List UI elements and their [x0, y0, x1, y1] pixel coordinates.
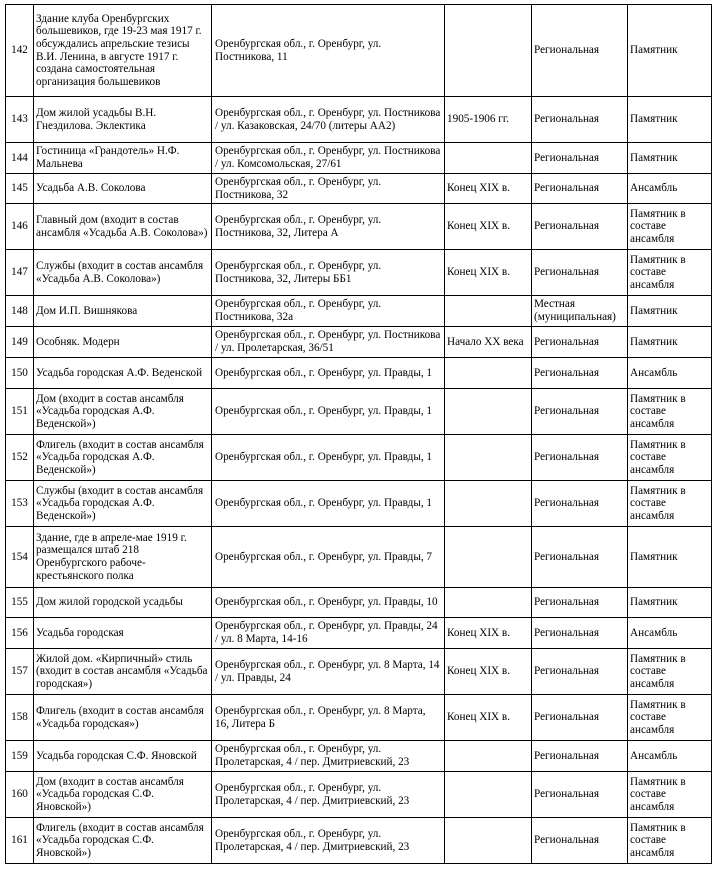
object-address: Оренбургская обл., г. Оренбург, ул. Правды, 7 — [212, 527, 445, 588]
object-type: Ансамбль — [628, 618, 712, 649]
protection-category: Региональная — [532, 250, 628, 296]
row-number: 153 — [6, 481, 34, 527]
object-name: Здание клуба Оренбургских большевиков, где 19-23 мая 1917 г. обсуждались апрельские тезисы В.И. Ленина, в августе 1917 г. создана самостоятельная организация большевиков — [34, 5, 212, 97]
object-name: Главный дом (входит в состав ансамбля «Усадьба А.В. Соколова») — [34, 204, 212, 250]
object-type: Памятник в составе ансамбля — [628, 772, 712, 818]
row-number: 158 — [6, 695, 34, 741]
object-name: Здание, где в апреле-мае 1919 г. размещался штаб 218 Оренбургского рабоче-крестьянского полка — [34, 527, 212, 588]
object-date: Конец XIX в. — [445, 618, 532, 649]
row-number: 156 — [6, 618, 34, 649]
table-row — [6, 527, 712, 588]
row-number: 147 — [6, 250, 34, 296]
object-date — [445, 818, 532, 864]
object-name: Усадьба городская А.Ф. Веденской — [34, 358, 212, 389]
protection-category: Региональная — [532, 618, 628, 649]
row-number: 144 — [6, 143, 34, 174]
table-row — [6, 588, 712, 618]
protection-category: Региональная — [532, 772, 628, 818]
object-name: Жилой дом. «Кирпичный» стиль (входит в состав ансамбля «Усадьба городская») — [34, 649, 212, 695]
row-number: 149 — [6, 327, 34, 358]
table-row — [6, 5, 712, 97]
table-row — [6, 618, 712, 649]
object-date: Конец XIX в. — [445, 174, 532, 204]
object-name: Флигель (входит в состав ансамбля «Усадьба городская А.Ф. Веденской») — [34, 435, 212, 481]
object-date — [445, 481, 532, 527]
protection-category: Региональная — [532, 358, 628, 389]
row-number: 151 — [6, 389, 34, 435]
protection-category: Региональная — [532, 174, 628, 204]
object-address: Оренбургская обл., г. Оренбург, ул. Постникова, 32а — [212, 296, 445, 327]
table-row — [6, 695, 712, 741]
object-name: Дом (входит в состав ансамбля «Усадьба городская С.Ф. Яновской») — [34, 772, 212, 818]
protection-category: Региональная — [532, 527, 628, 588]
object-name: Дом жилой городской усадьбы — [34, 588, 212, 618]
protection-category: Региональная — [532, 435, 628, 481]
object-name: Службы (входит в состав ансамбля «Усадьба А.В. Соколова») — [34, 250, 212, 296]
object-address: Оренбургская обл., г. Оренбург, ул. Правды, 1 — [212, 358, 445, 389]
table-row — [6, 327, 712, 358]
object-date — [445, 588, 532, 618]
object-name: Дом И.П. Вишнякова — [34, 296, 212, 327]
object-date: Конец XIX в. — [445, 695, 532, 741]
object-address: Оренбургская обл., г. Оренбург, ул. Пролетарская, 4 / пер. Дмитриевский, 23 — [212, 818, 445, 864]
object-date — [445, 527, 532, 588]
object-date — [445, 389, 532, 435]
object-name: Особняк. Модерн — [34, 327, 212, 358]
object-date: 1905-1906 гг. — [445, 97, 532, 143]
protection-category: Региональная — [532, 143, 628, 174]
row-number: 150 — [6, 358, 34, 389]
row-number: 146 — [6, 204, 34, 250]
protection-category: Региональная — [532, 204, 628, 250]
object-date — [445, 143, 532, 174]
table-row — [6, 97, 712, 143]
table-row — [6, 204, 712, 250]
protection-category: Региональная — [532, 695, 628, 741]
object-type: Ансамбль — [628, 741, 712, 772]
protection-category: Региональная — [532, 389, 628, 435]
object-address: Оренбургская обл., г. Оренбург, ул. Правды, 1 — [212, 435, 445, 481]
object-name: Флигель (входит в состав ансамбля «Усадьба городская С.Ф. Яновской») — [34, 818, 212, 864]
object-name: Усадьба городская — [34, 618, 212, 649]
table-row — [6, 250, 712, 296]
row-number: 148 — [6, 296, 34, 327]
object-type: Памятник — [628, 5, 712, 97]
protection-category: Местная (муниципальная) — [532, 296, 628, 327]
object-type: Памятник — [628, 97, 712, 143]
object-date — [445, 296, 532, 327]
object-type: Памятник в составе ансамбля — [628, 435, 712, 481]
heritage-objects-table — [5, 4, 712, 864]
table-body — [6, 5, 712, 864]
protection-category: Региональная — [532, 327, 628, 358]
object-address: Оренбургская обл., г. Оренбург, ул. Постникова / ул. Комсомольская, 27/61 — [212, 143, 445, 174]
object-address: Оренбургская обл., г. Оренбург, ул. 8 Марта, 14 / ул. Правды, 24 — [212, 649, 445, 695]
row-number: 152 — [6, 435, 34, 481]
object-name: Усадьба А.В. Соколова — [34, 174, 212, 204]
object-name: Службы (входит в состав ансамбля «Усадьба городская А.Ф. Веденской») — [34, 481, 212, 527]
object-address: Оренбургская обл., г. Оренбург, ул. Постникова, 32 — [212, 174, 445, 204]
object-name: Дом жилой усадьбы В.Н. Гнездилова. Эклектика — [34, 97, 212, 143]
protection-category: Региональная — [532, 741, 628, 772]
object-address: Оренбургская обл., г. Оренбург, ул. Постникова / ул. Казаковская, 24/70 (литеры АА2) — [212, 97, 445, 143]
row-number: 159 — [6, 741, 34, 772]
object-type: Памятник в составе ансамбля — [628, 695, 712, 741]
table-row — [6, 389, 712, 435]
object-type: Ансамбль — [628, 174, 712, 204]
object-type: Памятник в составе ансамбля — [628, 250, 712, 296]
row-number: 157 — [6, 649, 34, 695]
object-type: Памятник в составе ансамбля — [628, 389, 712, 435]
object-address: Оренбургская обл., г. Оренбург, ул. Правды, 1 — [212, 389, 445, 435]
protection-category: Региональная — [532, 818, 628, 864]
object-date — [445, 741, 532, 772]
object-date: Конец XIX в. — [445, 649, 532, 695]
row-number: 160 — [6, 772, 34, 818]
table-row — [6, 481, 712, 527]
object-date: Конец XIX в. — [445, 204, 532, 250]
object-address: Оренбургская обл., г. Оренбург, ул. 8 Марта, 16, Литера Б — [212, 695, 445, 741]
object-date — [445, 772, 532, 818]
table-row — [6, 772, 712, 818]
table-row — [6, 649, 712, 695]
protection-category: Региональная — [532, 5, 628, 97]
object-type: Памятник в составе ансамбля — [628, 818, 712, 864]
object-type: Памятник — [628, 588, 712, 618]
row-number: 154 — [6, 527, 34, 588]
protection-category: Региональная — [532, 97, 628, 143]
object-date: Конец XIX в. — [445, 250, 532, 296]
object-date: Начало XX века — [445, 327, 532, 358]
object-type: Памятник — [628, 527, 712, 588]
object-name: Усадьба городская С.Ф. Яновской — [34, 741, 212, 772]
object-address: Оренбургская обл., г. Оренбург, ул. Постникова, 32, Литера А — [212, 204, 445, 250]
object-address: Оренбургская обл., г. Оренбург, ул. Правды, 1 — [212, 481, 445, 527]
object-address: Оренбургская обл., г. Оренбург, ул. Правды, 10 — [212, 588, 445, 618]
protection-category: Региональная — [532, 588, 628, 618]
object-type: Памятник в составе ансамбля — [628, 481, 712, 527]
object-type: Памятник в составе ансамбля — [628, 649, 712, 695]
table-row — [6, 435, 712, 481]
object-name: Флигель (входит в состав ансамбля «Усадьба городская») — [34, 695, 212, 741]
object-address: Оренбургская обл., г. Оренбург, ул. Пролетарская, 4 / пер. Дмитриевский, 23 — [212, 741, 445, 772]
object-type: Памятник в составе ансамбля — [628, 204, 712, 250]
object-address: Оренбургская обл., г. Оренбург, ул. Правды, 24 / ул. 8 Марта, 14-16 — [212, 618, 445, 649]
object-type: Ансамбль — [628, 358, 712, 389]
row-number: 143 — [6, 97, 34, 143]
row-number: 145 — [6, 174, 34, 204]
object-address: Оренбургская обл., г. Оренбург, ул. Постникова / ул. Пролетарская, 36/51 — [212, 327, 445, 358]
object-date — [445, 435, 532, 481]
protection-category: Региональная — [532, 649, 628, 695]
protection-category: Региональная — [532, 481, 628, 527]
object-name: Гостиница «Грандотель» Н.Ф. Мальнева — [34, 143, 212, 174]
row-number: 142 — [6, 5, 34, 97]
object-type: Памятник — [628, 296, 712, 327]
table-row — [6, 143, 712, 174]
table-row — [6, 818, 712, 864]
object-date — [445, 358, 532, 389]
object-address: Оренбургская обл., г. Оренбург, ул. Постникова, 32, Литеры ББ1 — [212, 250, 445, 296]
object-type: Памятник — [628, 327, 712, 358]
table-row — [6, 296, 712, 327]
table-row — [6, 741, 712, 772]
row-number: 155 — [6, 588, 34, 618]
table-row — [6, 358, 712, 389]
object-address: Оренбургская обл., г. Оренбург, ул. Пролетарская, 4 / пер. Дмитриевский, 23 — [212, 772, 445, 818]
table-row — [6, 174, 712, 204]
object-address: Оренбургская обл., г. Оренбург, ул. Постникова, 11 — [212, 5, 445, 97]
object-date — [445, 5, 532, 97]
object-name: Дом (входит в состав ансамбля «Усадьба городская А.Ф. Веденской») — [34, 389, 212, 435]
object-type: Памятник — [628, 143, 712, 174]
row-number: 161 — [6, 818, 34, 864]
